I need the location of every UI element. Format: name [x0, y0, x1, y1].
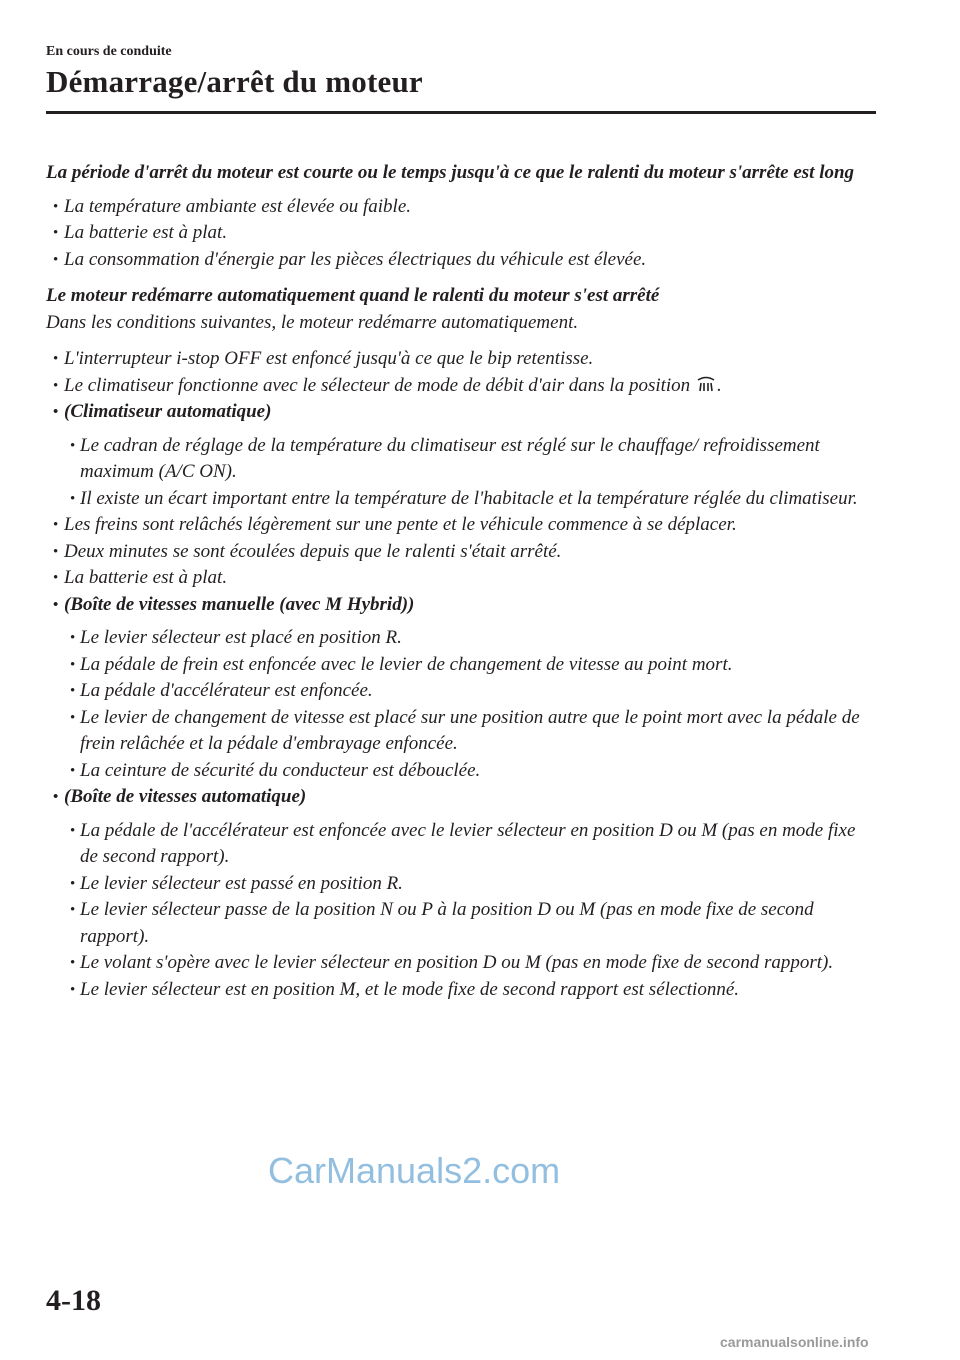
list-item: • (Climatiseur automatique)	[53, 401, 272, 422]
list-item: • Le climatiseur fonctionne avec le sélecteur de mode de débit d'air dans la position .	[53, 374, 722, 396]
list-item: • L'interrupteur i-stop OFF est enfoncé jusqu'à ce que le bip retentisse.	[53, 348, 594, 369]
sub-list-item: • La pédale de l'accélérateur est enfoncée avec le levier sélecteur en position D ou M (pas en mode fixe de second rapport).	[70, 819, 856, 867]
source-watermark: carmanualsonline.info	[720, 1334, 869, 1350]
section-heading-auto-restart: Le moteur redémarre automatiquement quand le ralenti du moteur s'est arrêté	[46, 285, 660, 306]
page-content	[46, 160, 876, 1003]
list-item: • La batterie est à plat.	[53, 222, 228, 243]
sub-list-item: • La pédale d'accélérateur est enfoncée.	[70, 680, 373, 701]
section-intro: Dans les conditions suivantes, le moteur redémarre automatiquement.	[46, 311, 579, 333]
list-item: • La batterie est à plat.	[53, 567, 228, 588]
sub-list-item: • Le levier sélecteur est en position M, et le mode fixe de second rapport est sélectionné.	[70, 978, 740, 1000]
list-item: • (Boîte de vitesses manuelle (avec M Hybrid))	[53, 593, 415, 615]
title-divider	[46, 111, 876, 114]
section-heading-short-stop: La période d'arrêt du moteur est courte ou le temps jusqu'à ce que le ralenti du moteur s'arrête est long	[46, 162, 855, 183]
list-item: • La consommation d'énergie par les pièces électriques du véhicule est élevée.	[53, 248, 647, 270]
sub-list-item: • La ceinture de sécurité du conducteur est débouclée.	[70, 759, 481, 781]
defroster-mode-icon	[695, 374, 717, 394]
section-label: En cours de conduite	[46, 44, 172, 59]
list-item: • Deux minutes se sont écoulées depuis que le ralenti s'était arrêté.	[53, 540, 562, 562]
list-item: • (Boîte de vitesses automatique)	[53, 786, 307, 807]
watermark: CarManuals2.com	[268, 1150, 561, 1191]
sub-list-item: • Il existe un écart important entre la température de l'habitacle et la température réglée du climatiseur.	[70, 487, 858, 509]
sub-list-item: • Le cadran de réglage de la température du climatiseur est réglé sur le chauffage/ refroidissement maximum (A/C ON).	[70, 434, 820, 482]
sub-list-item: • Le levier sélecteur est passé en position R.	[70, 872, 403, 894]
list-item: • La température ambiante est élevée ou faible.	[53, 195, 412, 217]
page-title: Démarrage/arrêt du moteur	[46, 64, 423, 99]
sub-list-item: • La pédale de frein est enfoncée avec le levier de changement de vitesse au point mort.	[70, 653, 733, 675]
page-number: 4-18	[46, 1284, 101, 1317]
list-item: • Les freins sont relâchés légèrement sur une pente et le véhicule commence à se déplacer.	[53, 514, 737, 535]
sub-list-item: • Le levier sélecteur passe de la position N ou P à la position D ou M (pas en mode fixe de second rapport).	[70, 899, 814, 947]
sub-list-item: • Le levier de changement de vitesse est placé sur une position autre que le point mort avec la pédale de frein relâchée et la pédale d'embrayage enfoncée.	[70, 706, 860, 754]
sub-list-item: • Le levier sélecteur est placé en position R.	[70, 627, 402, 648]
sub-list-item: • Le volant s'opère avec le levier sélecteur en position D ou M (pas en mode fixe de second rapport).	[70, 952, 834, 973]
